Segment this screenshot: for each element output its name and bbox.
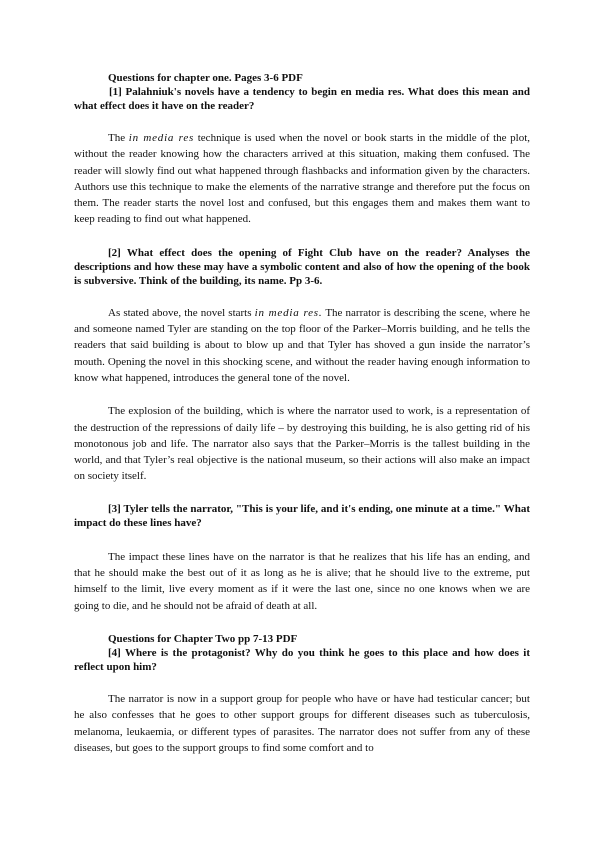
answer-2-paragraph-1: As stated above, the novel starts in media res. The narrator is describing the scene, where he and someone named Tyler are standing on the top floor of the Parker–Morris building, and he tells the readers that said building is about to blow up and that Tyler has shoved a gun inside the narrator’s mouth. Opening the novel in this shocking scene, and without the reader having enough information to know what happened, introduces the general tone of the novel. xyxy=(74,306,530,384)
italic-term: in media res xyxy=(128,132,195,144)
italic-term: in media res. xyxy=(254,306,323,319)
answer-2-paragraph-2: The explosion of the building, which is where the narrator used to work, is a representation of the destruction of the repressions of daily life – by destroying this building, he is also getting rid of his monotonous job and life. The narrator also says that the Parker–Morris is the tallest building in the world, and that Tyler’s real objective is the national museum, so their actions will also make an impact on society itself. xyxy=(74,405,530,483)
question-3: [3] Tyler tells the narrator, "This is your life, and it's ending, one minute at a time." What impact do these lines have? xyxy=(74,502,530,529)
answer-4: The narrator is now in a support group for people who have or have had testicular cancer; but he also confesses that he goes to other support groups for different diseases such as tuberculosis, melanoma, leukaemia, or different types of parasites. The narrator does not suffer from any of these diseases, but goes to the support groups to find some comfort and to xyxy=(74,692,530,754)
question-1: [1] Palahniuk's novels have a tendency to begin en media res. What does this mean and what effect does it have on the reader? xyxy=(74,86,530,112)
answer-1: The in media res technique is used when the novel or book starts in the middle of the plot, without the reader knowing how the characters arrived at this situation, making them confused. The reader will slowly find out what happened through flashbacks and information given by the characters. Authors use this technique to make the elements of the narrative strange and therefore put the focus on them. The reader starts the novel lost and confused, but this engages them and makes them want to keep reading to find out what happened. xyxy=(74,132,531,226)
question-2: [2] What effect does the opening of Fight Club have on the reader? Analyses the descriptions and how these may have a symbolic content and also of how the opening of the book is subversive. Think of the building, its name. Pp 3-6. xyxy=(74,246,530,287)
chapter-one-heading: Questions for chapter one. Pages 3-6 PDF xyxy=(108,72,303,84)
answer-3: The impact these lines have on the narrator is that he realizes that his life has an ending, and that he should make the best out of it as long as he is alive; that he should live to the extreme, put himself to the limit, live every moment as if it were the last one, since no one knows when we are going to die, and he should not be afraid of death at all. xyxy=(74,550,530,612)
question-4: [4] Where is the protagonist? Why do you think he goes to this place and how does it reflect upon him? xyxy=(74,646,530,673)
document-body xyxy=(74,71,530,756)
chapter-two-heading: Questions for Chapter Two pp 7-13 PDF xyxy=(108,632,298,645)
